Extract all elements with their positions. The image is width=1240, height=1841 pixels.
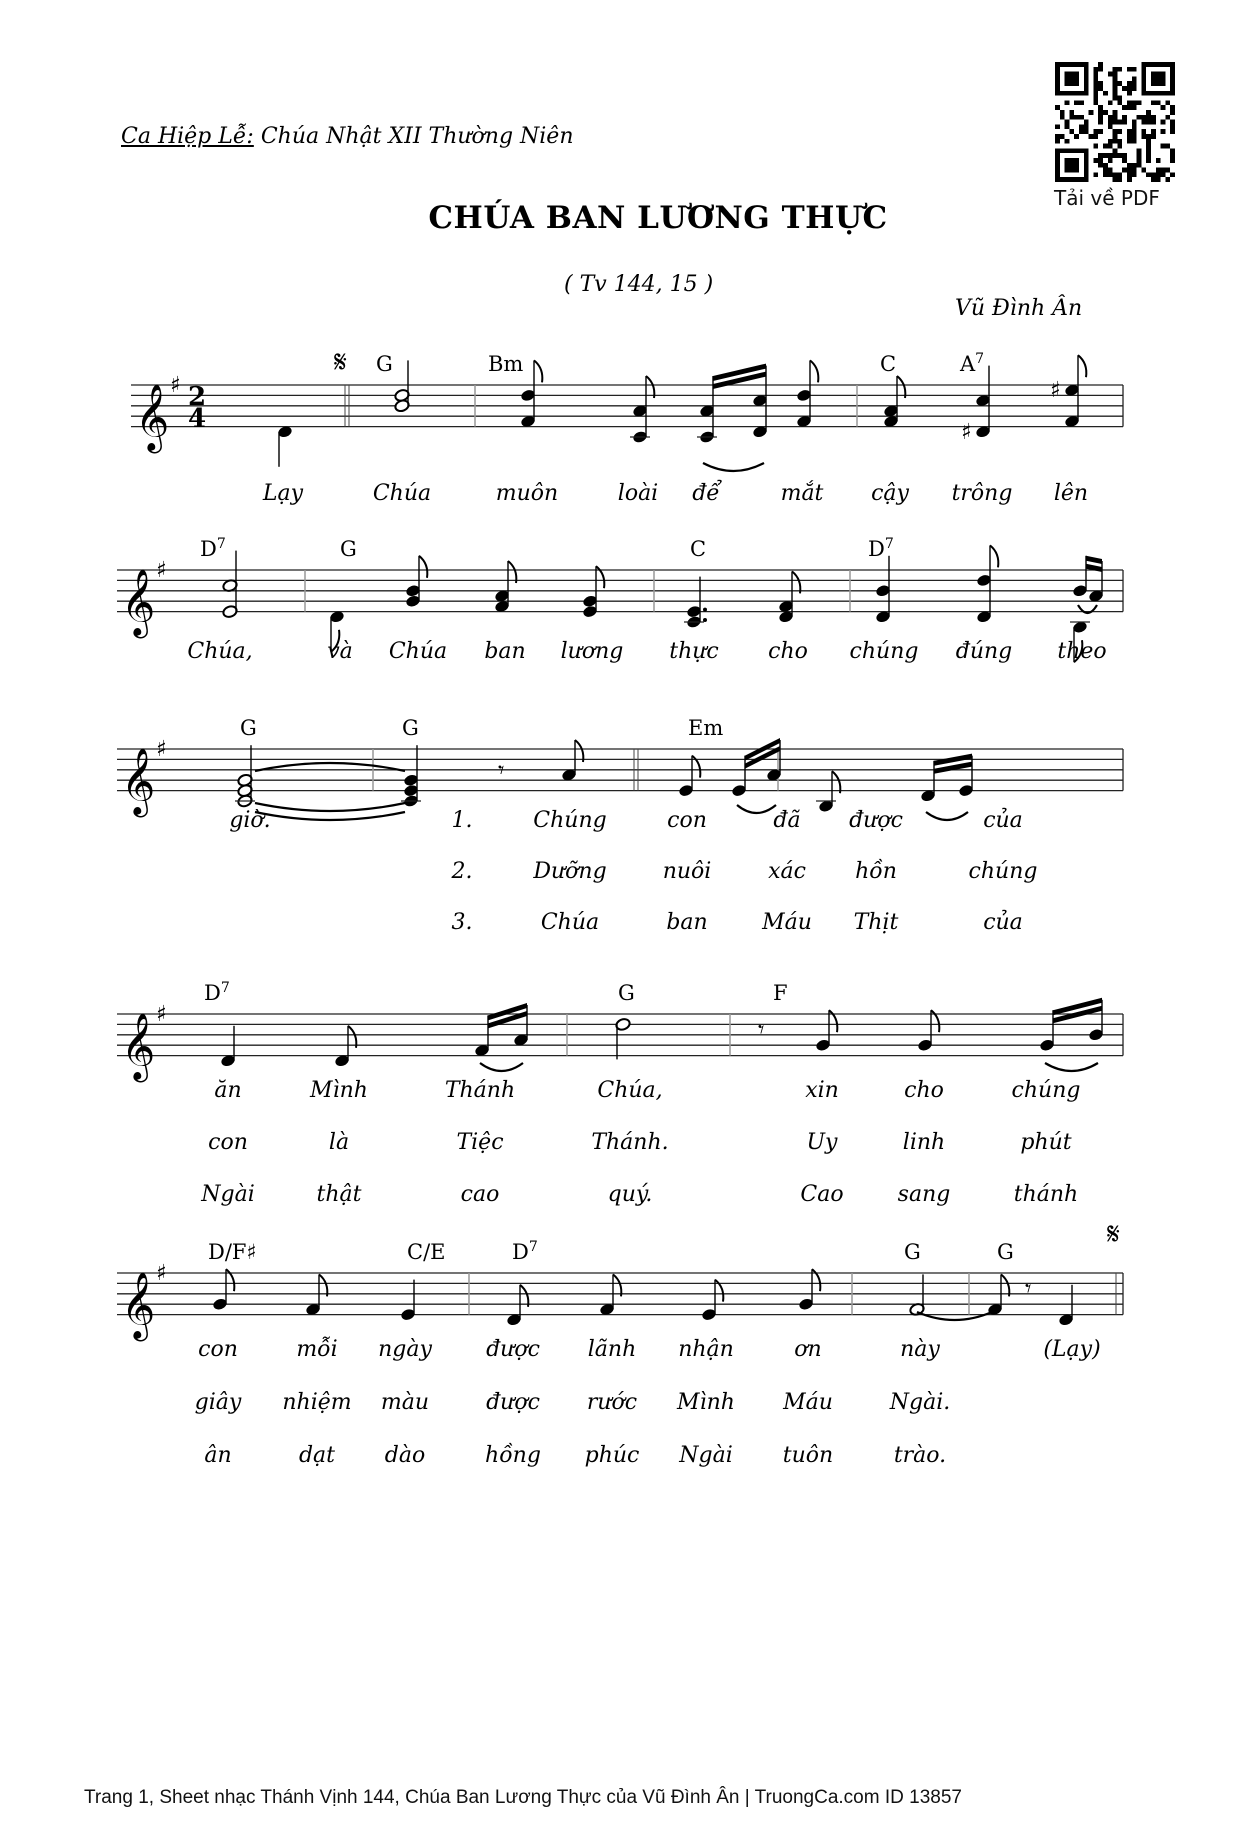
beam bbox=[1086, 556, 1102, 564]
lyric-syllable: xác bbox=[768, 859, 806, 884]
lyric-syllable: xin bbox=[805, 1078, 839, 1103]
lyric-syllable: con bbox=[667, 808, 707, 833]
lyric-syllable: quý. bbox=[607, 1182, 653, 1207]
lyric-syllable: này bbox=[900, 1337, 940, 1362]
sharp-key-signature-icon: ♯ bbox=[156, 1261, 167, 1286]
lyric-syllable: phút bbox=[1020, 1130, 1072, 1155]
occasion-name: Chúa Nhật XII Thường Niên bbox=[260, 124, 574, 149]
lyric-syllable: muôn bbox=[495, 481, 559, 506]
lyric-syllable: ân bbox=[204, 1443, 232, 1468]
lyric-syllable: 2. bbox=[451, 859, 473, 884]
chord-symbol: C/E bbox=[407, 1240, 446, 1264]
sharp-accidental-icon: ♯ bbox=[1050, 378, 1061, 404]
eighth-flag bbox=[897, 376, 905, 398]
chord-symbol: G bbox=[240, 716, 257, 740]
lyric-syllable: thực bbox=[669, 639, 719, 664]
chord-symbol: G bbox=[402, 716, 419, 740]
chord-symbol: D/F♯ bbox=[208, 1240, 257, 1264]
chord-symbol: G bbox=[997, 1240, 1014, 1264]
lyric-syllable: Ngài. bbox=[889, 1390, 951, 1415]
eighth-flag bbox=[613, 1274, 621, 1296]
sharp-accidental-icon: ♯ bbox=[961, 419, 972, 445]
lyric-syllable: con bbox=[198, 1337, 238, 1362]
lyric-syllable: Máu bbox=[783, 1390, 833, 1415]
lyric-syllable: chúng bbox=[849, 639, 919, 664]
chord-symbol: Em bbox=[688, 716, 724, 740]
eighth-flag bbox=[1078, 355, 1086, 377]
lyric-syllable: Ngài bbox=[201, 1182, 255, 1207]
lyric-syllable: trông bbox=[951, 481, 1013, 506]
lyric-syllable: Ngài bbox=[679, 1443, 733, 1468]
lyric-syllable: hồn bbox=[855, 859, 897, 884]
lyric-syllable: Mình bbox=[677, 1390, 735, 1415]
eighth-flag bbox=[575, 740, 583, 762]
lyric-syllable: rước bbox=[586, 1390, 638, 1415]
segno-icon: 𝄋 bbox=[1107, 1217, 1120, 1252]
time-signature-top: 2 bbox=[188, 382, 207, 412]
lyric-syllable: thật bbox=[316, 1182, 362, 1207]
lyric-syllable: là bbox=[328, 1130, 350, 1155]
lyric-syllable: ơn bbox=[794, 1337, 822, 1362]
segno-icon: 𝄋 bbox=[334, 345, 347, 380]
chord-symbol: C bbox=[690, 537, 707, 561]
eighth-flag bbox=[319, 1274, 327, 1296]
lyric-syllable: nhận bbox=[678, 1337, 734, 1362]
dot bbox=[703, 608, 707, 612]
lyric-syllable: chúng bbox=[1011, 1078, 1081, 1103]
tie bbox=[255, 803, 405, 811]
chord-symbol: $D^7$ bbox=[200, 536, 226, 561]
lyric-syllable: ngày bbox=[378, 1337, 432, 1362]
lyric-syllable: nhiệm bbox=[282, 1390, 352, 1415]
chord-symbol: $D^7$ bbox=[868, 536, 894, 561]
lyric-syllable: để bbox=[692, 481, 720, 506]
composer-name: Vũ Đình Ân bbox=[955, 296, 1083, 321]
tie bbox=[1045, 1063, 1098, 1071]
sharp-key-signature-icon: ♯ bbox=[156, 558, 167, 583]
lyric-syllable: Thánh. bbox=[591, 1130, 669, 1155]
eighth-rest-icon: 𝄾 bbox=[1025, 1274, 1032, 1303]
eighth-flag bbox=[520, 1285, 528, 1307]
lyric-syllable: ban bbox=[484, 639, 526, 664]
chord-symbol: G bbox=[904, 1240, 921, 1264]
sharp-key-signature-icon: ♯ bbox=[156, 737, 167, 762]
lyric-syllable: ăn bbox=[214, 1078, 242, 1103]
lyric-syllable: cậy bbox=[871, 481, 909, 506]
tie bbox=[926, 812, 968, 820]
chord-symbol: $D^7$ bbox=[512, 1239, 538, 1264]
download-pdf-link[interactable]: Tải về PDF bbox=[1054, 186, 1160, 210]
lyric-syllable: Chúa, bbox=[597, 1078, 663, 1103]
lyric-syllable: dào bbox=[384, 1443, 426, 1468]
occasion-label: Ca Hiệp Lễ: bbox=[121, 124, 254, 149]
lyric-syllable: linh bbox=[902, 1130, 946, 1155]
tie bbox=[737, 805, 776, 813]
lyric-syllable: Chúa, bbox=[187, 639, 253, 664]
eighth-flag bbox=[646, 376, 654, 398]
eighth-flag bbox=[348, 1026, 356, 1048]
eighth-flag bbox=[990, 545, 998, 567]
beam bbox=[1086, 564, 1102, 572]
lyric-syllable: Lạy bbox=[262, 481, 304, 506]
lyric-syllable: mắt bbox=[780, 481, 824, 506]
dot bbox=[703, 618, 707, 622]
eighth-flag bbox=[534, 360, 542, 382]
lyric-syllable: của bbox=[983, 910, 1023, 935]
lyric-syllable: trào. bbox=[893, 1443, 947, 1468]
lyric-syllable: Tiệc bbox=[456, 1130, 504, 1155]
lyric-syllable: dạt bbox=[298, 1443, 336, 1468]
lyric-syllable: đã bbox=[773, 808, 801, 833]
lyric-syllable: và bbox=[327, 639, 353, 664]
lyric-syllable: phúc bbox=[584, 1443, 640, 1468]
chord-symbol: $D^7$ bbox=[204, 980, 230, 1005]
treble-clef-icon: 𝄞 bbox=[121, 1011, 156, 1080]
eighth-flag bbox=[810, 360, 818, 382]
lyric-syllable: Dưỡng bbox=[533, 859, 607, 884]
chord-symbol: G bbox=[376, 352, 393, 376]
eighth-rest-icon: 𝄾 bbox=[758, 1015, 765, 1044]
lyric-syllable: cao bbox=[460, 1182, 500, 1207]
lyric-syllable: Thánh bbox=[444, 1078, 516, 1103]
lyric-syllable: 3. bbox=[451, 910, 473, 935]
eighth-rest-icon: 𝄾 bbox=[498, 755, 505, 784]
lyric-syllable: Chúa bbox=[540, 910, 600, 935]
lyric-syllable: Mình bbox=[310, 1078, 368, 1103]
sharp-key-signature-icon: ♯ bbox=[156, 1002, 167, 1027]
lyric-syllable: sang bbox=[897, 1182, 951, 1207]
lyric-syllable: giây bbox=[194, 1390, 242, 1415]
sharp-key-signature-icon: ♯ bbox=[170, 373, 181, 398]
lyric-syllable: mỗi bbox=[296, 1337, 338, 1362]
chord-symbol: G bbox=[340, 537, 357, 561]
lyric-syllable: lương bbox=[560, 639, 624, 664]
lyric-syllable: cho bbox=[768, 639, 808, 664]
page-footer: Trang 1, Sheet nhạc Thánh Vịnh 144, Chúa Ban Lương Thực của Vũ Đình Ân | TruongCa.com ID 13857 bbox=[84, 1787, 962, 1808]
lyric-syllable: Chúa bbox=[388, 639, 448, 664]
song-title: CHÚA BAN LƯƠNG THỰC bbox=[428, 200, 888, 236]
lyric-syllable: con bbox=[208, 1130, 248, 1155]
eighth-flag bbox=[1001, 1274, 1009, 1296]
lyric-syllable: ban bbox=[666, 910, 708, 935]
lyric-syllable: được bbox=[849, 808, 903, 833]
lyric-syllable: được bbox=[486, 1337, 540, 1362]
tie bbox=[703, 463, 764, 471]
lyric-syllable: loài bbox=[617, 481, 659, 506]
eighth-flag bbox=[508, 561, 516, 583]
treble-clef-icon: 𝄞 bbox=[121, 567, 156, 636]
lyric-syllable: Máu bbox=[762, 910, 812, 935]
lyric-syllable: chúng bbox=[968, 859, 1038, 884]
treble-clef-icon: 𝄞 bbox=[135, 382, 170, 451]
lyric-syllable: đúng bbox=[955, 639, 1013, 664]
lyric-syllable: Uy bbox=[806, 1130, 838, 1155]
lyric-syllable: giờ. bbox=[229, 808, 271, 833]
psalm-reference: ( Tv 144, 15 ) bbox=[564, 272, 714, 297]
chord-symbol: Bm bbox=[488, 352, 524, 376]
lyric-syllable: lãnh bbox=[587, 1337, 637, 1362]
lyric-syllable: nuôi bbox=[662, 859, 712, 884]
tie bbox=[917, 1312, 992, 1320]
treble-clef-icon: 𝄞 bbox=[121, 1270, 156, 1339]
time-signature-bottom: 4 bbox=[188, 404, 207, 434]
lyric-syllable: màu bbox=[380, 1390, 430, 1415]
lyric-syllable: (Lạy) bbox=[1043, 1337, 1101, 1362]
lyric-syllable: theo bbox=[1057, 639, 1107, 664]
eighth-flag bbox=[832, 771, 840, 793]
treble-clef-icon: 𝄞 bbox=[121, 746, 156, 815]
lyric-syllable: của bbox=[983, 808, 1023, 833]
lyric-syllable: Chúng bbox=[533, 808, 607, 833]
lyric-syllable: lên bbox=[1053, 481, 1089, 506]
tie bbox=[480, 1063, 523, 1071]
lyric-syllable: Cao bbox=[800, 1182, 844, 1207]
eighth-flag bbox=[792, 571, 800, 593]
chord-symbol: F bbox=[773, 981, 788, 1005]
chord-symbol: C bbox=[880, 352, 897, 376]
lyric-syllable: cho bbox=[904, 1078, 944, 1103]
chord-symbol: $A^7$ bbox=[960, 351, 985, 376]
eighth-flag bbox=[419, 556, 427, 578]
lyric-syllable: hồng bbox=[485, 1443, 541, 1468]
lyric-syllable: 1. bbox=[451, 808, 473, 833]
chord-symbol: G bbox=[618, 981, 635, 1005]
lyric-syllable: thánh bbox=[1013, 1182, 1079, 1207]
lyric-syllable: Chúa bbox=[372, 481, 432, 506]
tie bbox=[255, 812, 405, 820]
lyric-syllable: được bbox=[486, 1390, 540, 1415]
lyric-syllable: Thịt bbox=[853, 910, 899, 935]
lyric-syllable: tuôn bbox=[782, 1443, 834, 1468]
